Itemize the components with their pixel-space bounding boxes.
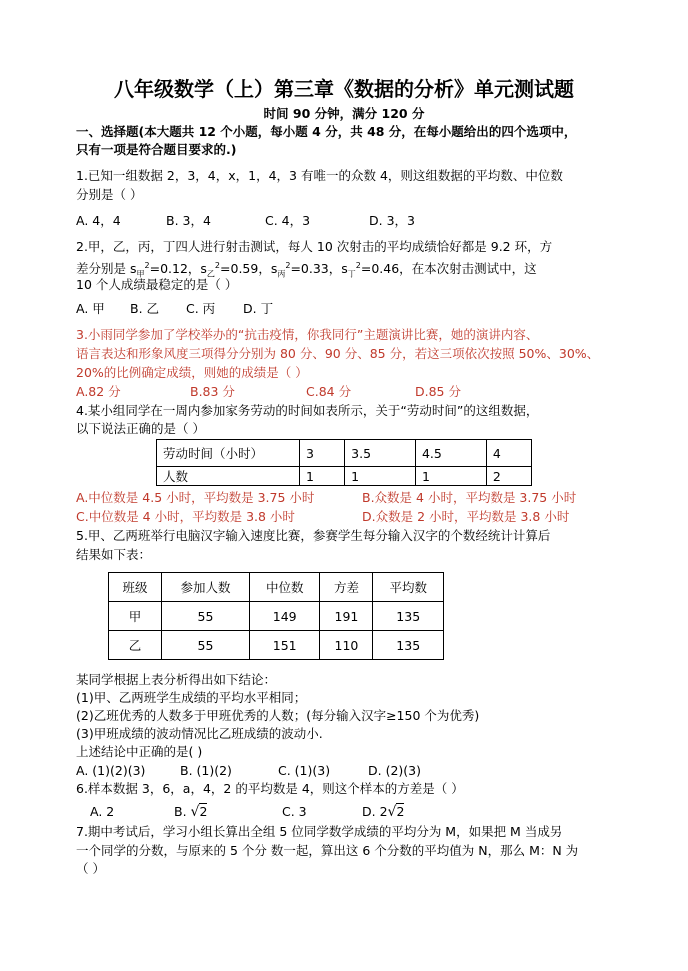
table-header-cell: 参加人数 — [162, 573, 250, 602]
table-row — [157, 467, 532, 486]
q5-conclusion-1: (1)甲、乙两班学生成绩的平均水平相同； — [76, 690, 307, 705]
q1-line1: 1.已知一组数据 2，3，4，x，1，4，3 有唯一的众数 4，则这组数据的平均数、中位数 — [76, 168, 563, 183]
q4-option-c: C.中位数是 4 小时，平均数是 3.8 小时 — [76, 509, 295, 524]
q5-option-d: D. (2)(3) — [368, 763, 421, 778]
q5-option-c: C. (1)(3) — [278, 763, 331, 778]
table-cell: 甲 — [109, 602, 162, 631]
q2-option-a: A. 甲 — [76, 301, 105, 316]
table-cell: 3.5 — [345, 440, 416, 467]
q6-option-a: A. 2 — [90, 804, 115, 819]
q1-option-b: B. 3，4 — [166, 213, 211, 228]
q3-line2: 语言表达和形象风度三项得分分别为 80 分、90 分、85 分，若这三项依次按照 50%、30%、 — [76, 346, 600, 361]
table-cell: 55 — [162, 631, 250, 660]
table-cell: 2 — [486, 467, 531, 486]
q2-option-c: C. 丙 — [186, 301, 216, 316]
q4-option-a: A.中位数是 4.5 小时，平均数是 3.75 小时 — [76, 490, 315, 505]
q4-option-b: B.众数是 4 小时，平均数是 3.75 小时 — [362, 490, 577, 505]
table-header-cell: 班级 — [109, 573, 162, 602]
q7-line3: （ ） — [76, 861, 105, 876]
q1-option-d: D. 3，3 — [369, 213, 415, 228]
q6-line1: 6.样本数据 3，6，a，4，2 的平均数是 4，则这个样本的方差是（ ） — [76, 781, 464, 796]
table-cell: 135 — [373, 631, 444, 660]
q5-question: 上述结论中正确的是( ) — [76, 744, 203, 759]
q3-option-d: D.85 分 — [415, 384, 461, 399]
q7-line2: 一个同学的分数，与原来的 5 个分 数一起，算出这 6 个分数的平均值为 N，那么 M：N 为 — [76, 843, 579, 858]
table-cell: 1 — [300, 467, 345, 486]
table-header-cell: 中位数 — [249, 573, 319, 602]
q1-option-c: C. 4，3 — [265, 213, 311, 228]
page-subtitle: 时间 90 分钟，满分 120 分 — [263, 106, 425, 121]
table-row — [109, 631, 444, 660]
q3-option-c: C.84 分 — [306, 384, 352, 399]
q2-line2: 差分别是 $s_甲^2=0.12$，$s_乙^2=0.59$，$s_丙^2=0.33$，$s_丁^2=0.46$，在本次射击测试中，这 — [76, 261, 537, 279]
q4-line2: 以下说法正确的是（ ） — [76, 421, 205, 436]
q5-option-b: B. (1)(2) — [180, 763, 232, 778]
table-cell: 4 — [486, 440, 531, 467]
page-title: 八年级数学（上）第三章《数据的分析》单元测试题 — [114, 77, 574, 101]
q2-option-d: D. 丁 — [243, 301, 274, 316]
q7-line1: 7.期中考试后，学习小组长算出全组 5 位同学数学成绩的平均分为 M，如果把 M 当成另 — [76, 824, 563, 839]
table-cell: 人数 — [157, 467, 300, 486]
q6-option-b: B. √2 — [174, 804, 208, 820]
q4-table — [156, 439, 532, 486]
table-row — [109, 602, 444, 631]
q4-line1: 4.某小组同学在一周内参加家务劳动的时间如表所示，关于“劳动时间”的这组数据， — [76, 403, 539, 418]
table-cell: 151 — [249, 631, 319, 660]
table-cell: 55 — [162, 602, 250, 631]
q2-line3: 10 个人成绩最稳定的是（ ） — [76, 277, 238, 292]
table-cell: 4.5 — [415, 440, 486, 467]
table-cell: 1 — [415, 467, 486, 486]
q4-option-d: D.众数是 2 小时，平均数是 3.8 小时 — [362, 509, 570, 524]
q6-option-c: C. 3 — [282, 804, 307, 819]
table-cell: 乙 — [109, 631, 162, 660]
table-cell: 149 — [249, 602, 319, 631]
table-cell: 1 — [345, 467, 416, 486]
q1-option-a: A. 4，4 — [76, 213, 121, 228]
q5-line2: 结果如下表： — [76, 547, 152, 562]
q3-line1: 3.小雨同学参加了学校举办的“抗击疫情，你我同行”主题演讲比赛，她的演讲内容、 — [76, 327, 539, 342]
q5-table — [108, 572, 444, 660]
section-heading-line1: 一、选择题(本大题共 12 个小题，每小题 4 分，共 48 分，在每小题给出的四个选项中， — [76, 124, 577, 139]
q2-line1: 2.甲，乙，丙，丁四人进行射击测试，每人 10 次射击的平均成绩恰好都是 9.2 环，方 — [76, 239, 553, 254]
table-cell: 191 — [320, 602, 373, 631]
table-cell: 劳动时间（小时） — [157, 440, 300, 467]
table-row — [157, 440, 532, 467]
q5-option-a: A. (1)(2)(3) — [76, 763, 146, 778]
section-heading-line2: 只有一项是符合题目要求的.) — [76, 142, 237, 157]
q3-line3: 20%的比例确定成绩，则她的成绩是（ ） — [76, 365, 308, 380]
table-row — [109, 573, 444, 602]
table-cell: 110 — [320, 631, 373, 660]
q3-option-a: A.82 分 — [76, 384, 121, 399]
q1-line2: 分别是（ ） — [76, 187, 143, 202]
q5-conclusion-3: (3)甲班成绩的波动情况比乙班成绩的波动小. — [76, 726, 323, 741]
q5-conclusion-2: (2)乙班优秀的人数多于甲班优秀的人数；(每分输入汉字≥150 个为优秀) — [76, 708, 480, 723]
q6-option-d: D. 2√2 — [362, 804, 405, 820]
table-cell: 135 — [373, 602, 444, 631]
table-header-cell: 方差 — [320, 573, 373, 602]
q5-line1: 5.甲、乙两班举行电脑汉字输入速度比赛，参赛学生每分输入汉字的个数经统计计算后 — [76, 528, 551, 543]
q5-conclusion-intro: 某同学根据上表分析得出如下结论： — [76, 672, 277, 687]
q2-option-b: B. 乙 — [130, 301, 160, 316]
table-header-cell: 平均数 — [373, 573, 444, 602]
q3-option-b: B.83 分 — [190, 384, 235, 399]
table-cell: 3 — [300, 440, 345, 467]
